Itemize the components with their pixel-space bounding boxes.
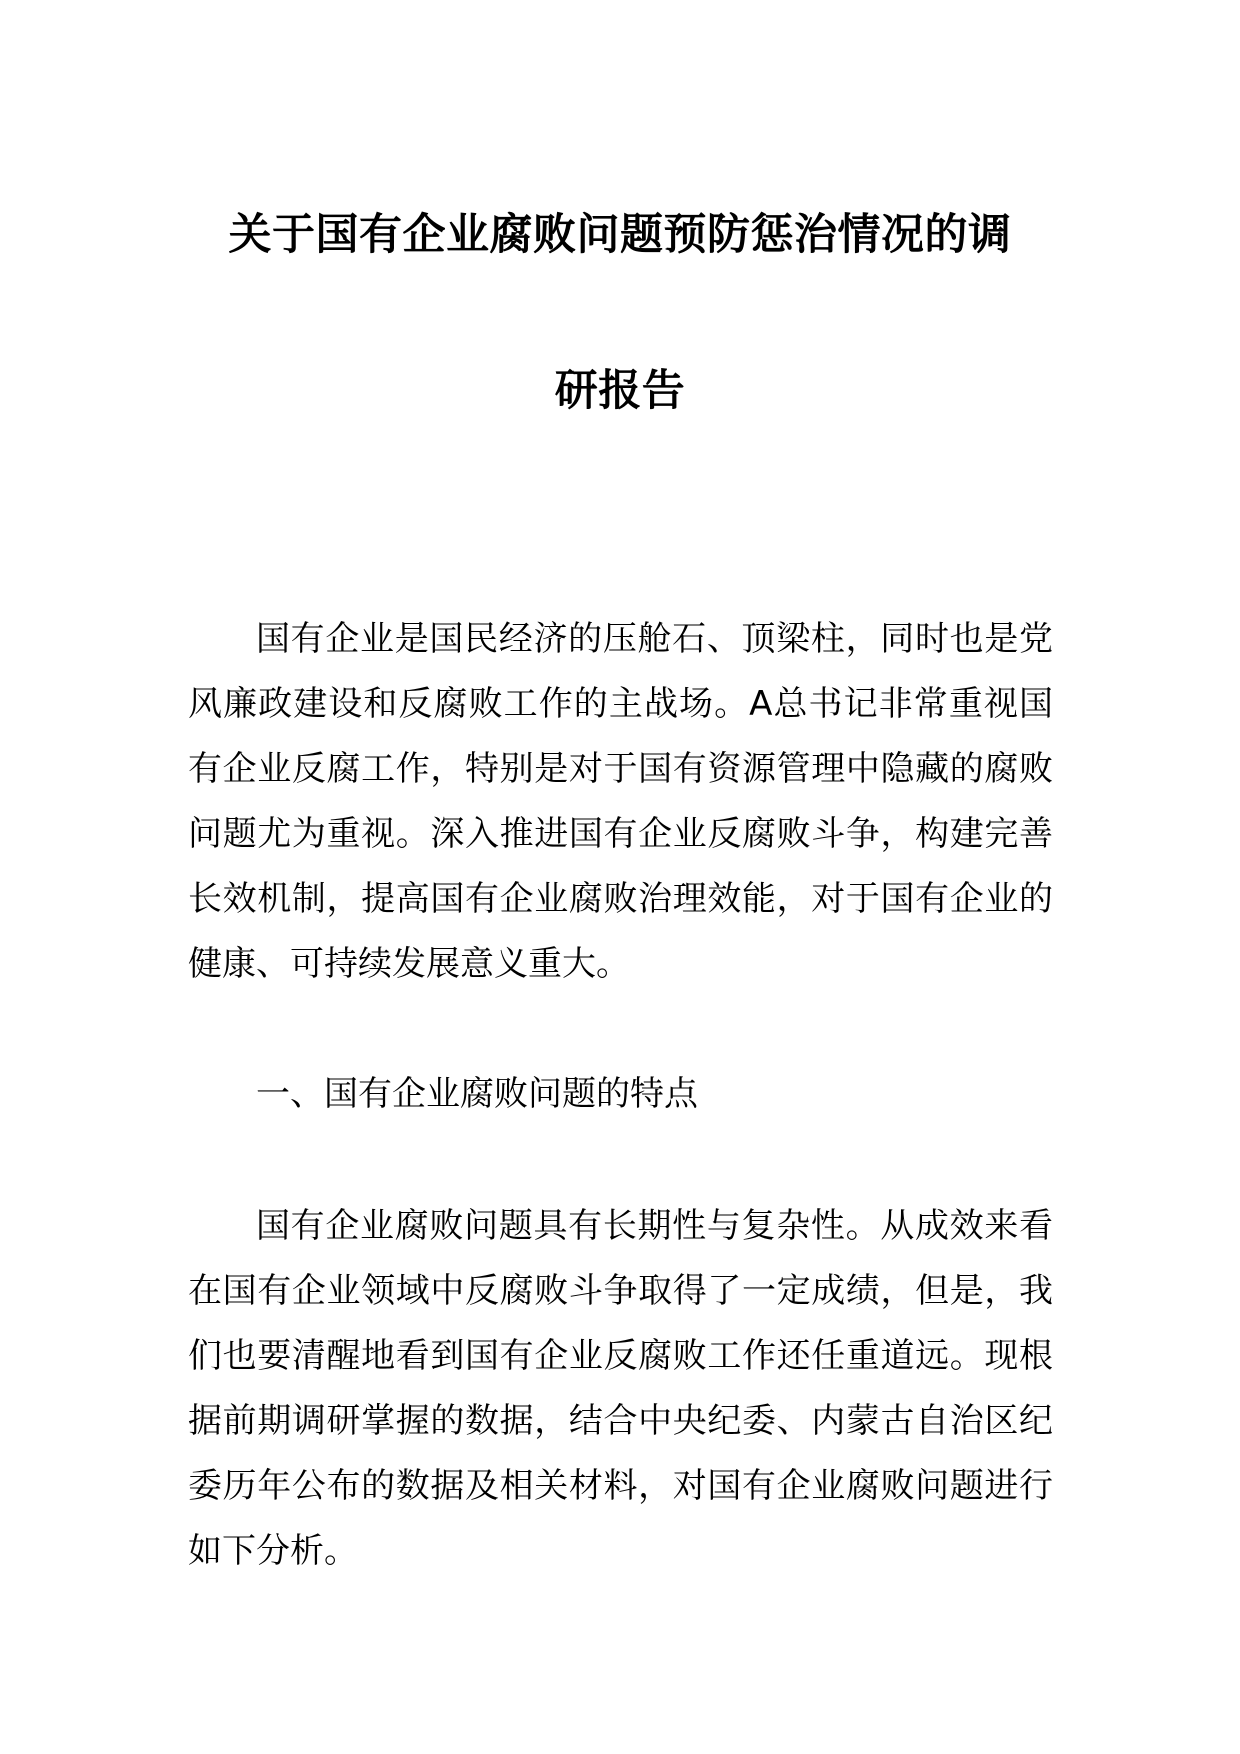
section-1-paragraph: 国有企业腐败问题具有长期性与复杂性。从成效来看在国有企业领域中反腐败斗争取得了一定成绩，但是，我们也要清醒地看到国有企业反腐败工作还任重道远。现根据前期调研掌握的数据，结合中央纪委、内蒙古自治区纪委历年公布的数据及相关材料，对国有企业腐败问题进行如下分析。 xyxy=(188,1206,1053,1571)
document-title-line-2: 研报告 xyxy=(554,366,686,416)
intro-paragraph: 国有企业是国民经济的压舱石、顶梁柱，同时也是党风廉政建设和反腐败工作的主战场。A总书记非常重视国有企业反腐工作，特别是对于国有资源管理中隐藏的腐败问题尤为重视。深入推进国有企业反腐败斗争，构建完善长效机制，提高国有企业腐败治理效能，对于国有企业的健康、可持续发展意义重大。 xyxy=(188,619,1053,984)
document-title-line-1: 关于国有企业腐败问题预防惩治情况的调 xyxy=(228,210,1012,260)
section-1-heading: 一、国有企业腐败问题的特点 xyxy=(256,1074,698,1114)
